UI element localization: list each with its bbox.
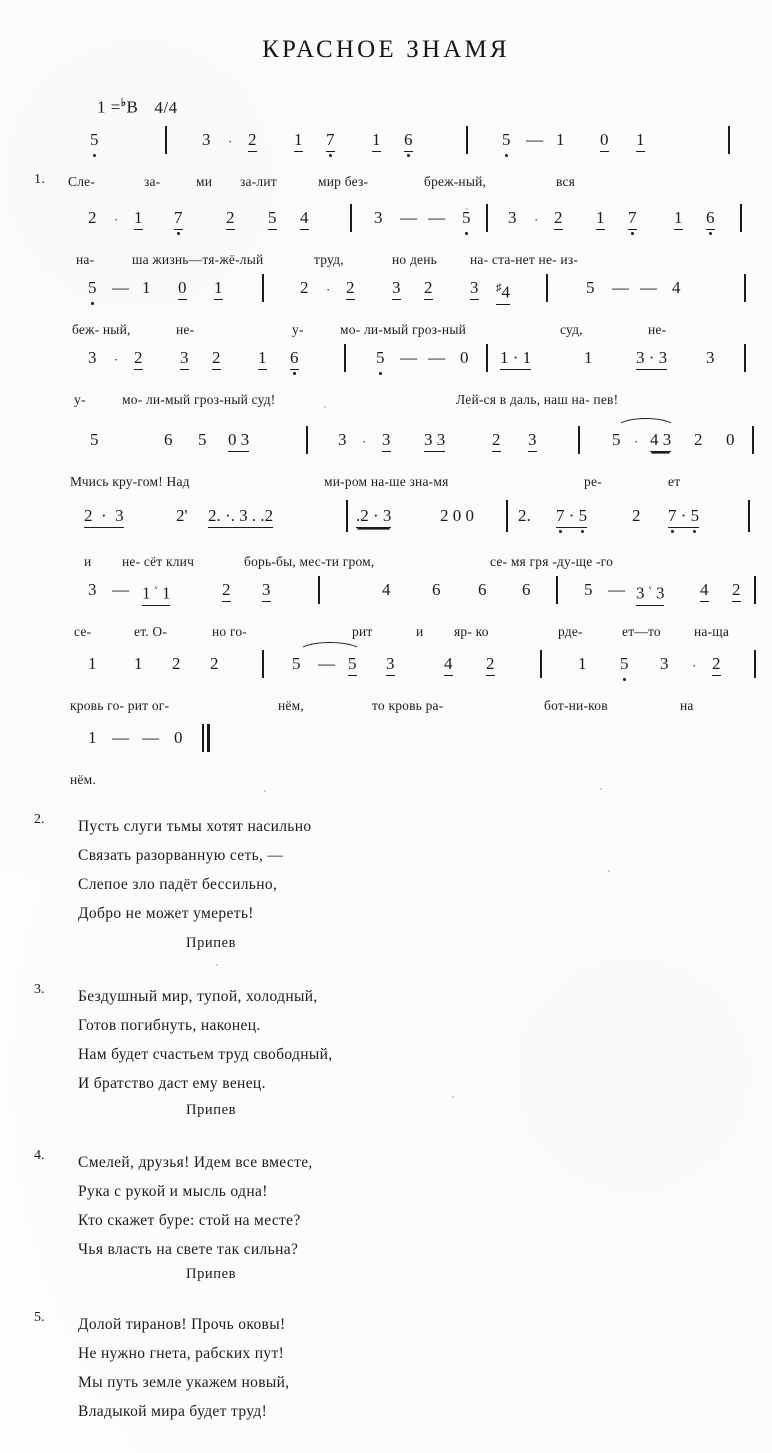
lyric-row-5: Мчись кру-гом! Над ми-ром на-ше зна-мя ре- ет: [70, 474, 681, 489]
barline: [754, 576, 756, 604]
stanza-line: Мы путь земле укажем новый,: [78, 1374, 290, 1391]
score-line-3: [0, 278, 772, 344]
barline: [540, 650, 542, 678]
stanza-number-1: 1.: [34, 172, 46, 187]
stanza-line: Долой тиранов! Прочь оковы!: [78, 1316, 286, 1333]
score-line-9: [0, 728, 772, 794]
barline: [165, 126, 167, 154]
barline: [744, 344, 746, 372]
score-line-1: [0, 130, 772, 196]
barline: [752, 426, 754, 454]
scan-speck: [216, 964, 218, 966]
stanza-lines: [78, 1148, 554, 1264]
barline: [346, 500, 348, 532]
barline: [262, 274, 264, 302]
stanza-line: Рука с рукой и мысль одна!: [78, 1183, 268, 1200]
barline: [486, 344, 488, 372]
barline: [754, 650, 756, 678]
barline: [556, 576, 558, 604]
lyric-row-7: се- ет. О- но го- рит и яр- ко рде- ет—то на-ща: [74, 624, 730, 639]
page-title: КРАСНОЕ ЗНАМЯ: [262, 36, 510, 63]
stanza-number: 3.: [34, 982, 45, 997]
stanza-lines: [78, 1310, 554, 1426]
barline: [306, 426, 308, 454]
scan-speck: [264, 790, 266, 792]
barline: [748, 500, 750, 532]
note-row-4: 3 · 2 3 2 1 6 5 — — 0 1 · 1 1 3 · 3 3: [0, 348, 772, 382]
stanza-line: Пусть слуги тьмы хотят насильно: [78, 818, 312, 835]
score-line-8: [0, 654, 772, 720]
refrain-label-2: Припев: [186, 1102, 237, 1118]
barline: [728, 126, 730, 154]
stanza-lines: [78, 812, 554, 928]
key-note: B: [126, 97, 139, 117]
stanza-line: Связать разорванную сеть, —: [78, 847, 284, 864]
time-signature: 4/4: [154, 97, 178, 117]
score-line-7: [0, 580, 772, 646]
stanza-line: Чья власть на свете так сильна?: [78, 1241, 299, 1258]
scan-speck: [468, 406, 470, 408]
note-row-5: 5 6 5 0 3 3 · 3 3 3 2 3 5 · 4 3 2 0: [0, 430, 772, 464]
stanza-line: Готов погибнуть, наконец.: [78, 1017, 261, 1034]
stanza-lines: [78, 982, 554, 1098]
scan-speck: [608, 870, 610, 872]
scan-speck: [600, 788, 602, 790]
flat-accidental-icon: ♭: [120, 97, 127, 109]
barline: [318, 576, 320, 604]
lyric-row-4: у- мо- ли-мый гроз-ный суд! Лей-ся в даль, наш на- пев!: [74, 392, 619, 407]
note-row-3: 5 — 1 0 1 2 · 2 3 2 3 ♯4 5 — — 4: [0, 278, 772, 312]
stanza-number: 2.: [34, 812, 45, 827]
lyric-row-8: кровь го- рит ог- нём, то кровь ра- бот-ни-ков на: [70, 698, 694, 713]
refrain-label-3: Припев: [186, 1266, 237, 1282]
scan-speck: [466, 208, 468, 210]
scan-speck: [452, 1096, 454, 1098]
note-row-8: 1 1 2 2 5 — 5 3 4 2 1 5 3 · 2: [0, 654, 772, 688]
stanza-line: Владыкой мира будет труд!: [78, 1403, 268, 1420]
barline: [578, 426, 580, 454]
barline: [466, 126, 468, 154]
lyric-row-6: и не- сёт клич борь-бы, мес-ти гром, се- мя гря -ду-ще -го: [84, 554, 614, 569]
stanza-2: [34, 812, 554, 928]
stanza-line: Нам будет счастьем труд свободный,: [78, 1046, 333, 1063]
stanza-4: [34, 1148, 554, 1264]
key-signature-text: 1 =: [97, 97, 121, 117]
lyric-row-9: нём.: [70, 772, 96, 787]
barline: [546, 274, 548, 302]
lyric-row-2: на- ша жизнь—тя-жё-лый труд, но день на- ста-нет не- из-: [76, 252, 579, 267]
lyric-row-1: Сле- за- ми за-лит мир без- бреж-ный, вся: [68, 174, 576, 189]
note-row-9: 1 — — 0: [0, 728, 772, 762]
key-signature: [78, 76, 178, 138]
stanza-line: Кто скажет буре: стой на месте?: [78, 1212, 301, 1229]
stanza-line: Не нужно гнета, рабских пут!: [78, 1345, 285, 1362]
note-row-7: 3 — 1 $^ᵛ$ 1 2 3 4 6 6 6 5 — 3 $^ᵛ$ 3 4 2: [0, 580, 772, 614]
note-row-1: 5 3 · 2 1 7 1 6 5 — 1 0 1: [0, 130, 772, 164]
stanza-3: [34, 982, 554, 1098]
barline: [344, 344, 346, 372]
scan-speck: [324, 406, 326, 408]
stanza-number: 5.: [34, 1310, 45, 1325]
score-line-6: [0, 506, 772, 572]
barline: [740, 204, 742, 232]
lyric-row-3: беж- ный, не- у- мо- ли-мый гроз-ный суд, не-: [72, 322, 667, 337]
stanza-line: И братство даст ему венец.: [78, 1075, 266, 1092]
score-line-5: [0, 430, 772, 496]
final-barline-thick: [207, 724, 210, 752]
stanza-line: Слепое зло падёт бессильно,: [78, 876, 278, 893]
barline: [262, 650, 264, 678]
stanza-5: [34, 1310, 554, 1426]
score-line-4: [0, 348, 772, 414]
final-barline: [202, 724, 204, 752]
note-row-6: 2 · 3 2' 2. ·. 3 . .2 .2 · 3 2 0 0 2. 7 · 5 2 7 · 5: [0, 506, 772, 540]
barline: [506, 500, 508, 532]
barline: [486, 204, 488, 232]
stanza-line: Смелей, друзья! Идем все вместе,: [78, 1154, 313, 1171]
barline: [744, 274, 746, 302]
score-line-2: [0, 208, 772, 274]
refrain-label-1: Припев: [186, 935, 237, 951]
stanza-number: 4.: [34, 1148, 45, 1163]
stanza-line: Добро не может умереть!: [78, 905, 254, 922]
note-row-2: 2 · 1 7 2 5 4 3 — — 5 3 · 2 1 7 1 6: [0, 208, 772, 242]
stanza-line: Бездушный мир, тупой, холодный,: [78, 988, 318, 1005]
barline: [350, 204, 352, 232]
